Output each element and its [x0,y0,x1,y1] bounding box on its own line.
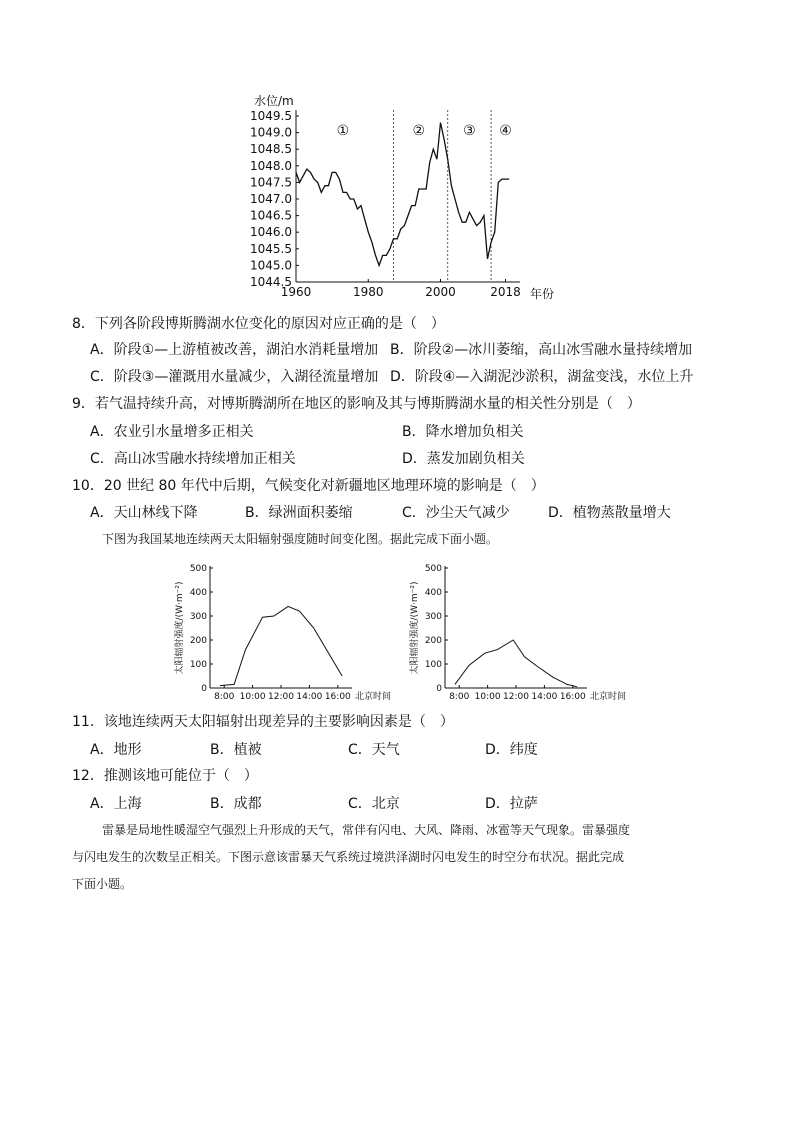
y-tick-label: 0 [436,684,442,694]
x-tick-label: 16:00 [559,692,586,702]
x-tick-label: 1960 [280,285,312,299]
q12-stem: 12．推测该地可能位于（ ） [72,768,258,784]
radiation-intro: 下图为我国某地连续两天太阳辐射强度随时间变化图。据此完成下面小题。 [102,532,499,546]
water-level-chart [230,92,570,304]
q12-option-b[interactable]: B．成都 [210,796,262,812]
y-tick-label: 0 [201,684,207,694]
x-tick-label: 10:00 [239,692,266,702]
y-tick-label: 200 [424,636,442,646]
q12-option-d[interactable]: D．拉萨 [485,796,538,812]
q10-option-d[interactable]: D．植物蒸散量增大 [548,505,671,521]
x-tick-label: 14:00 [531,692,558,702]
q12-option-c[interactable]: C．北京 [348,796,400,812]
y-tick-label: 1049.5 [250,109,292,123]
y-tick-labels [250,109,299,289]
y-tick-label: 1047.5 [250,175,292,190]
q9-stem: 9．若气温持续升高，对博斯腾湖所在地区的影响及其与博斯腾湖水量的相关性分别是（ ） [72,396,641,412]
q10-option-a[interactable]: A．天山林线下降 [90,505,198,521]
y-tick-label: 400 [189,588,207,598]
y-tick-label: 500 [424,564,442,574]
y-axis-label: 水位/m [254,94,294,108]
y-tick-label: 1046.0 [250,225,292,240]
y-axis-label: 太阳辐射强度/(W·m⁻²) [410,581,420,675]
x-tick-label: 12:00 [268,692,294,702]
stage-label: ① [336,123,350,139]
x-tick-label: 8:00 [449,692,470,702]
thunderstorm-intro-line1: 雷暴是局地性暖湿空气强烈上升形成的天气，常伴有闪电、大风、降雨、冰雹等天气现象。雷暴强度 [102,823,631,837]
y-tick-label: 1044.5 [250,275,292,289]
axes [296,110,520,282]
q11-option-a[interactable]: A．地形 [90,742,142,758]
q11-option-c[interactable]: C．天气 [348,742,400,758]
stage-label: ② [412,123,426,139]
q9-option-c[interactable]: C．高山冰雪融水持续增加正相关 [90,451,296,467]
q11-option-b[interactable]: B．植被 [210,742,262,758]
x-tick-label: 2018 [490,285,521,299]
y-tick-label: 1049.0 [250,125,292,140]
stage-markers [337,110,512,282]
y-tick-label: 1045.0 [250,258,292,273]
q10-option-c[interactable]: C．沙尘天气减少 [402,505,510,521]
y-tick-label: 1048.5 [250,142,292,157]
x-axis-label: 北京时间 [355,692,392,702]
q8-stem: 8．下列各阶段博斯腾湖水位变化的原因对应正确的是（ ） [72,316,445,332]
x-tick-label: 14:00 [296,692,323,702]
q8-option-c[interactable]: C．阶段③—灌溉用水量减少，入湖径流量增加 [90,369,379,385]
y-tick-label: 1046.5 [250,208,292,223]
x-tick-label: 1980 [352,285,384,299]
y-tick-label: 300 [424,612,442,622]
y-tick-label: 1045.5 [250,241,292,256]
stage-label: ④ [499,123,512,139]
q11-stem: 11．该地连续两天太阳辐射出现差异的主要影响因素是（ ） [72,714,454,730]
water-level-line [296,123,509,266]
y-tick-label: 300 [189,612,207,622]
thunderstorm-intro-line2: 与闪电发生的次数呈正相关。下图示意该雷暴天气系统过境洪泽湖时闪电发生的时空分布状况。据此完成 [72,850,625,864]
q8-option-a[interactable]: A．阶段①—上游植被改善，湖泊水消耗量增加 [90,342,379,358]
y-tick-label: 100 [424,660,442,670]
radiation-chart-day2 [405,560,635,705]
q12-option-a[interactable]: A．上海 [90,796,142,812]
q9-option-b[interactable]: B．降水增加负相关 [402,424,524,440]
stage-label: ③ [463,123,476,139]
q8-option-d[interactable]: D．阶段④—入湖泥沙淤积，湖盆变浅，水位上升 [390,369,694,385]
y-tick-label: 200 [189,636,207,646]
x-tick-label: 8:00 [214,692,235,702]
y-tick-label: 500 [189,564,207,574]
q9-option-a[interactable]: A．农业引水量增多正相关 [90,424,254,440]
x-axis-label: 年份 [530,287,555,301]
y-axis-label: 太阳辐射强度/(W·m⁻²) [175,581,185,675]
q9-option-d[interactable]: D．蒸发加剧负相关 [402,451,525,467]
radiation-line [220,606,342,685]
x-tick-label: 2000 [425,285,456,299]
q11-option-d[interactable]: D．纬度 [485,742,538,758]
y-tick-label: 400 [424,588,442,598]
x-axis-label: 北京时间 [590,692,627,702]
y-tick-label: 1048.0 [250,158,292,173]
y-tick-label: 100 [189,660,207,670]
x-tick-label: 16:00 [324,692,351,702]
thunderstorm-intro-line3: 下面小题。 [72,877,133,891]
x-tick-label: 10:00 [474,692,501,702]
radiation-chart-day1 [170,560,392,705]
q8-option-b[interactable]: B．阶段②—冰川萎缩，高山冰雪融水量持续增加 [390,342,693,358]
q10-stem: 10．20 世纪 80 年代中后期，气候变化对新疆地区地理环境的影响是（ ） [72,478,545,494]
q10-option-b[interactable]: B．绿洲面积萎缩 [245,505,353,521]
y-tick-label: 1047.0 [250,192,292,206]
x-tick-label: 12:00 [503,692,529,702]
radiation-line [455,640,577,687]
